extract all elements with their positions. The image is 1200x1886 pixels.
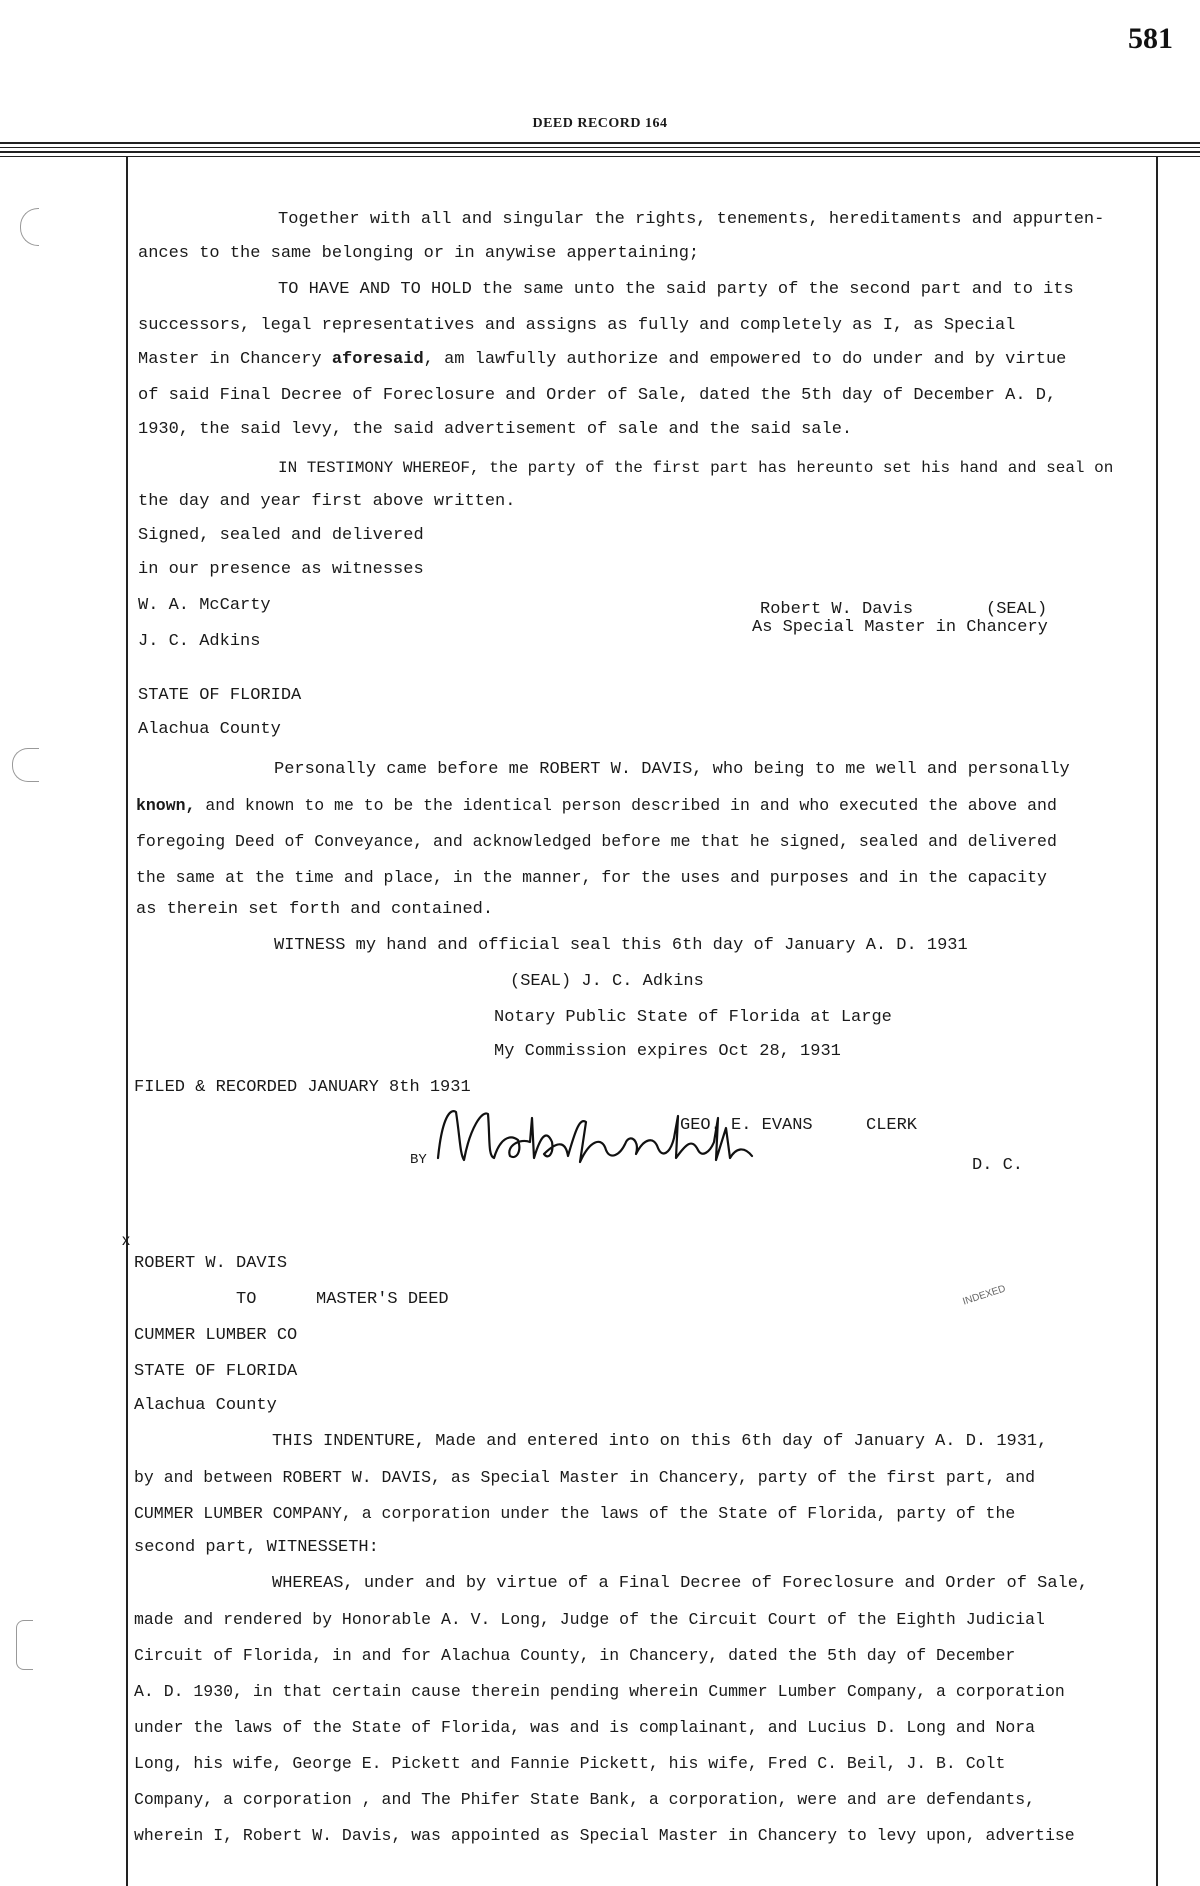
- deed-text-line: made and rendered by Honorable A. V. Long, Judge of the Circuit Court of the Eighth Judicial: [134, 1610, 1045, 1629]
- caption-grantee: CUMMER LUMBER CO: [134, 1326, 298, 1345]
- binder-hole: [20, 208, 39, 246]
- signer-seal: (SEAL): [986, 600, 1048, 619]
- left-margin-rule: [126, 156, 128, 1886]
- deed-text-line: the day and year first above written.: [138, 492, 516, 511]
- deputy-clerk-label: D. C.: [972, 1156, 1024, 1175]
- acknowledgment-line: known, and known to me to be the identical person described in and who executed the above and: [136, 796, 1057, 815]
- page-number: 581: [1128, 22, 1173, 55]
- deed-text-line: Company, a corporation , and The Phifer State Bank, a corporation, were and are defendants,: [134, 1790, 1036, 1809]
- header-rule: [0, 142, 1200, 144]
- deed-text-line: second part, WITNESSETH:: [134, 1538, 379, 1557]
- deed-text-line: THIS INDENTURE, Made and entered into on this 6th day of January A. D. 1931,: [272, 1432, 1048, 1451]
- deed-text-line: successors, legal representatives and assigns as fully and completely as I, as Special: [138, 316, 1016, 335]
- deed-text-line: CUMMER LUMBER COMPANY, a corporation under the laws of the State of Florida, party of the: [134, 1504, 1016, 1523]
- acknowledgment-line: Personally came before me ROBERT W. DAVIS, who being to me well and personally: [274, 760, 1070, 779]
- acknowledgment-line: WITNESS my hand and official seal this 6th day of January A. D. 1931: [274, 936, 968, 955]
- witness-heading-line: in our presence as witnesses: [138, 560, 424, 579]
- notary-line: (SEAL) J. C. Adkins: [510, 972, 704, 991]
- caption-to-label: TO: [236, 1290, 257, 1309]
- acknowledgment-county: Alachua County: [138, 720, 281, 739]
- caption-state: STATE OF FLORIDA: [134, 1362, 298, 1381]
- witness-name: W. A. McCarty: [138, 596, 271, 615]
- header-rule: [0, 156, 1200, 157]
- emphasized-word: aforesaid: [331, 350, 424, 369]
- deed-text-line: ances to the same belonging or in anywise appertaining;: [138, 244, 700, 263]
- deed-text-line: IN TESTIMONY WHEREOF, the party of the first part has hereunto set his hand and seal on: [278, 459, 1114, 477]
- deed-text-line: wherein I, Robert W. Davis, was appointed as Special Master in Chancery to levy upon, advertise: [134, 1826, 1075, 1845]
- binder-hole: [12, 748, 39, 782]
- page-title: DEED RECORD 164: [532, 116, 668, 131]
- deed-text-line: by and between ROBERT W. DAVIS, as Special Master in Chancery, party of the first part, and: [134, 1468, 1036, 1487]
- deed-text-line: WHEREAS, under and by virtue of a Final Decree of Foreclosure and Order of Sale,: [272, 1574, 1089, 1593]
- acknowledgment-line: the same at the time and place, in the manner, for the uses and purposes and in the capacity: [136, 868, 1047, 887]
- deed-text-line: Master in Chancery aforesaid, am lawfully authorize and empowered to do under and by virtue: [138, 350, 1067, 369]
- clerk-name: GEO. E. EVANS: [680, 1116, 813, 1135]
- signer-name: Robert W. Davis: [760, 600, 914, 619]
- notary-line: My Commission expires Oct 28, 1931: [494, 1042, 841, 1061]
- deed-text-line: TO HAVE AND TO HOLD the same unto the said party of the second part and to its: [278, 280, 1074, 299]
- acknowledgment-line: foregoing Deed of Conveyance, and acknowledged before me that he signed, sealed and delivered: [136, 832, 1057, 851]
- signer-title: As Special Master in Chancery: [752, 618, 1048, 637]
- deed-text-line: 1930, the said levy, the said advertisement of sale and the said sale.: [138, 420, 853, 439]
- deed-text-line: Long, his wife, George E. Pickett and Fannie Pickett, his wife, Fred C. Beil, J. B. Colt: [134, 1754, 1006, 1773]
- witness-heading-line: Signed, sealed and delivered: [138, 526, 424, 545]
- notary-line: Notary Public State of Florida at Large: [494, 1008, 892, 1027]
- caption-grantor: ROBERT W. DAVIS: [134, 1254, 288, 1273]
- deed-text-line: under the laws of the State of Florida, was and is complainant, and Lucius D. Long and Nora: [134, 1718, 1036, 1737]
- acknowledgment-line: as therein set forth and contained.: [136, 900, 494, 919]
- by-label: BY: [410, 1152, 427, 1168]
- deed-text-line: Circuit of Florida, in and for Alachua County, in Chancery, dated the 5th day of December: [134, 1646, 1016, 1665]
- filing-statement: FILED & RECORDED JANUARY 8th 1931: [134, 1078, 471, 1097]
- witness-name: J. C. Adkins: [138, 632, 261, 651]
- deed-text-line: of said Final Decree of Foreclosure and Order of Sale, dated the 5th day of December A. D,: [138, 386, 1057, 405]
- header-rule: [0, 147, 1200, 148]
- binder-hole: [16, 1620, 33, 1670]
- caption-county: Alachua County: [134, 1396, 277, 1415]
- caption-deed-type: MASTER'S DEED: [316, 1290, 449, 1309]
- clerk-title: CLERK: [866, 1116, 918, 1135]
- emphasized-word: known,: [136, 796, 196, 815]
- acknowledgment-state: STATE OF FLORIDA: [138, 686, 302, 705]
- indexed-stamp: INDEXED: [961, 1283, 1008, 1308]
- header-rule: [0, 151, 1200, 153]
- right-margin-rule: [1156, 156, 1158, 1886]
- deed-text-line: A. D. 1930, in that certain cause therein pending wherein Cummer Lumber Company, a corporation: [134, 1682, 1065, 1701]
- handwritten-signature: [430, 1098, 770, 1183]
- deed-text-line: Together with all and singular the rights, tenements, hereditaments and appurten-: [278, 210, 1105, 229]
- margin-tick-mark: x: [122, 1232, 130, 1249]
